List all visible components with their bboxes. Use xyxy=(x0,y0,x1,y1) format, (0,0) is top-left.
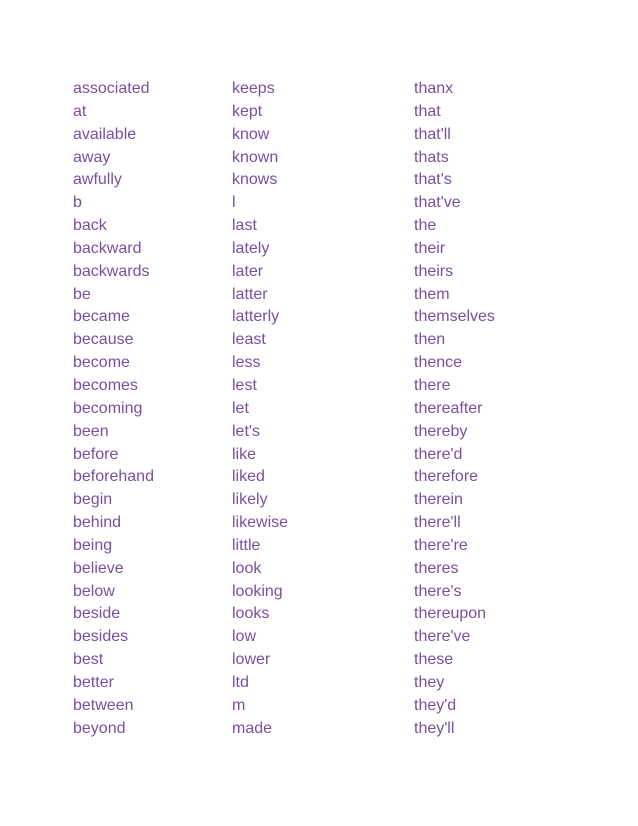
word-list-item: they xyxy=(414,673,445,691)
word-list-item: less xyxy=(232,354,261,372)
word-list-item: thereupon xyxy=(414,605,487,623)
word-list-item: last xyxy=(232,217,257,235)
word-list-item: theirs xyxy=(414,262,454,280)
word-list-item: theres xyxy=(414,559,459,577)
word-list-item: l xyxy=(232,194,236,212)
word-list-item: behind xyxy=(73,514,122,532)
word-list-item: known xyxy=(232,148,279,166)
word-list-item: thereafter xyxy=(414,399,483,417)
word-list-item: there's xyxy=(414,582,462,600)
word-list-item: later xyxy=(232,262,264,280)
word-list-item: little xyxy=(232,536,261,554)
word-list-item: between xyxy=(73,696,134,714)
word-list-item: there'll xyxy=(414,514,461,532)
word-list-item: latter xyxy=(232,285,268,303)
word-list-item: likewise xyxy=(232,514,289,532)
word-list-item: available xyxy=(73,125,137,143)
word-list-item: themselves xyxy=(414,308,495,326)
word-list-item: m xyxy=(232,696,246,714)
word-list-item: that've xyxy=(414,194,461,212)
word-list-item: ltd xyxy=(232,673,249,691)
word-column-1 xyxy=(73,78,154,740)
word-list-item: below xyxy=(73,582,115,600)
word-list-item: before xyxy=(73,445,119,463)
word-list-item: lately xyxy=(232,239,270,257)
word-list-item: thence xyxy=(414,354,463,372)
word-list-item: likely xyxy=(232,491,268,509)
word-list-item: because xyxy=(73,331,134,349)
word-list-item: latterly xyxy=(232,308,280,326)
word-list-item: lower xyxy=(232,651,271,669)
word-list-item: beforehand xyxy=(73,468,154,486)
word-list-item: there've xyxy=(414,628,471,646)
word-list-item: associated xyxy=(73,80,150,97)
word-list-item: be xyxy=(73,285,91,303)
word-list-item: awfully xyxy=(73,171,122,189)
word-list-item: looks xyxy=(232,605,270,623)
word-list-item: their xyxy=(414,239,446,257)
word-list-item: therein xyxy=(414,491,463,509)
word-list-item: there're xyxy=(414,536,468,554)
word-list-item: let's xyxy=(232,422,260,440)
word-list-item: then xyxy=(414,331,446,349)
word-list-item: made xyxy=(232,719,273,737)
word-list-item: there xyxy=(414,376,451,394)
word-list-item: they'd xyxy=(414,696,457,714)
word-list-item: better xyxy=(73,673,114,691)
word-list-item: b xyxy=(73,194,82,212)
word-column-3 xyxy=(414,78,495,740)
word-list-item: looking xyxy=(232,582,283,600)
word-list-item: knows xyxy=(232,171,278,189)
word-list-item: became xyxy=(73,308,130,326)
word-list-item: away xyxy=(73,148,111,166)
word-list-item: back xyxy=(73,217,107,235)
word-list-item: low xyxy=(232,628,257,646)
word-list-item: beside xyxy=(73,605,121,623)
word-list-item: liked xyxy=(232,468,265,486)
word-list-item: like xyxy=(232,445,257,463)
word-list-item: become xyxy=(73,354,130,372)
word-list-item: that xyxy=(414,102,441,120)
word-list-item: keeps xyxy=(232,80,275,97)
word-list-item: being xyxy=(73,536,113,554)
word-list-item: been xyxy=(73,422,109,440)
word-list-item: begin xyxy=(73,491,113,509)
word-column-2 xyxy=(232,78,288,740)
word-list-item: best xyxy=(73,651,104,669)
word-list-item: kept xyxy=(232,102,263,120)
word-list-item: they'll xyxy=(414,719,455,737)
word-list-item: them xyxy=(414,285,450,303)
word-list-item: the xyxy=(414,217,437,235)
word-list-item: thereby xyxy=(414,422,468,440)
word-list-item: that'll xyxy=(414,125,451,143)
word-list-item: backwards xyxy=(73,262,150,280)
word-list-item: know xyxy=(232,125,270,143)
word-list-item: beyond xyxy=(73,719,126,737)
word-list-item: these xyxy=(414,651,454,669)
word-list-item: at xyxy=(73,102,87,120)
word-list-item: therefore xyxy=(414,468,479,486)
word-list-item: that's xyxy=(414,171,452,189)
word-list-item: thats xyxy=(414,148,449,166)
word-list-item: let xyxy=(232,399,249,417)
word-list-item: lest xyxy=(232,376,257,394)
word-list-item: becoming xyxy=(73,399,143,417)
word-list-item: besides xyxy=(73,628,129,646)
word-list-item: look xyxy=(232,559,262,577)
word-list-item: least xyxy=(232,331,266,349)
word-list-item: becomes xyxy=(73,376,138,394)
word-list-item: backward xyxy=(73,239,142,257)
word-list-item: believe xyxy=(73,559,124,577)
word-list-item: there'd xyxy=(414,445,463,463)
word-list-item: thanx xyxy=(414,80,454,97)
